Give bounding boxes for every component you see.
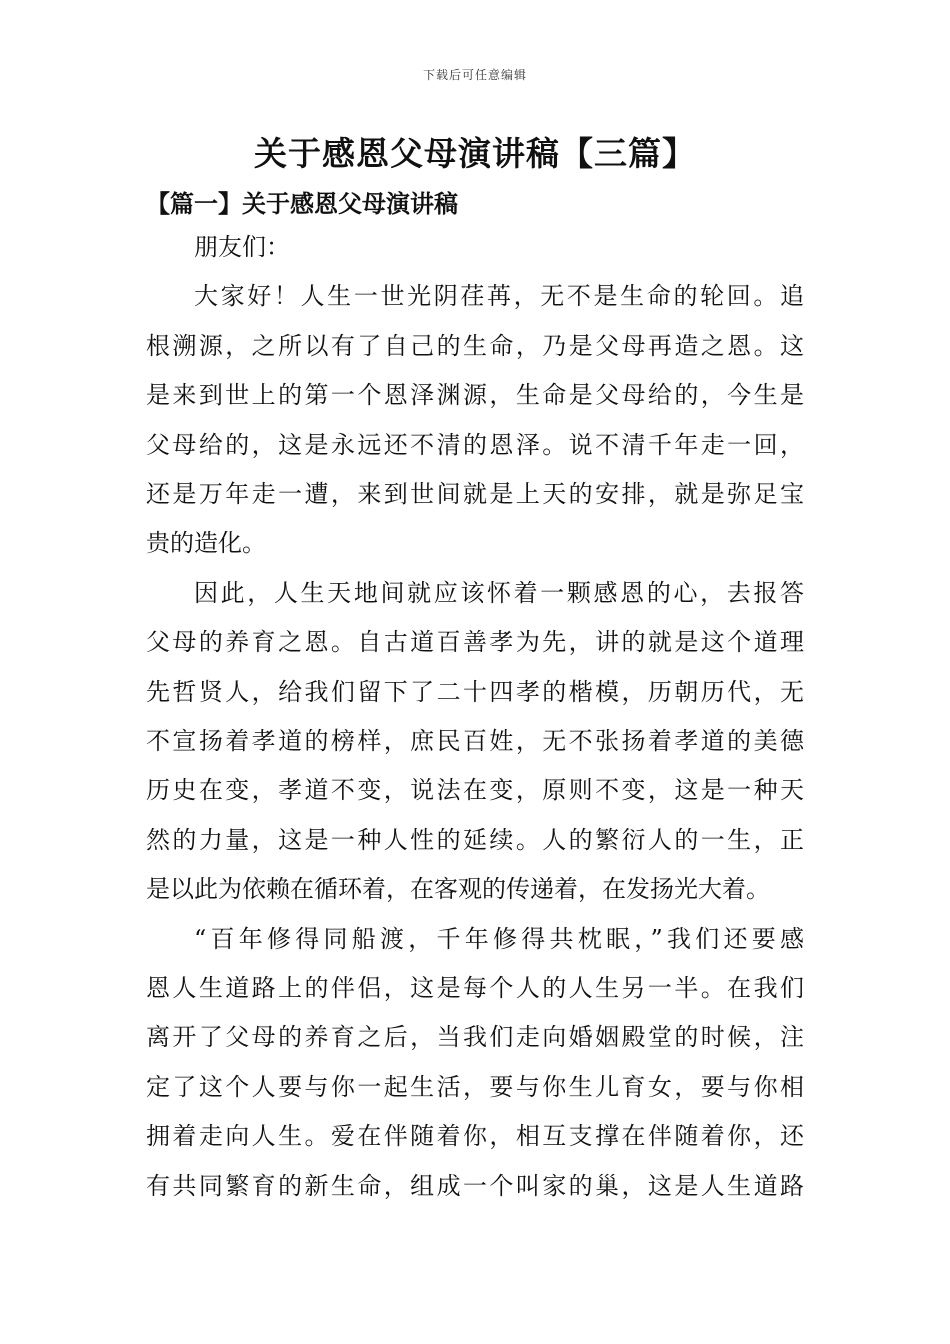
- text-line: 历史在变，孝道不变，说法在变，原则不变，这是一种天: [146, 776, 804, 804]
- text-line: 因此，人生天地间就应该怀着一颗感恩的心，去报答: [194, 579, 804, 607]
- text-line: 父母给的，这是永远还不清的恩泽。说不清千年走一回，: [146, 431, 804, 459]
- section-heading: 【篇一】关于感恩父母演讲稿: [146, 189, 458, 218]
- text-line: 是来到世上的第一个恩泽渊源，生命是父母给的，今生是: [146, 381, 804, 409]
- header-note: 下载后可任意编辑: [422, 68, 527, 82]
- text-line: 还是万年走一遭，来到世间就是上天的安排，就是弥足宝: [146, 480, 804, 508]
- text-line: 先哲贤人，给我们留下了二十四孝的楷模，历朝历代，无: [146, 678, 804, 706]
- text-line: 根溯源，之所以有了自己的生命，乃是父母再造之恩。这: [146, 332, 804, 360]
- text-line: 然的力量，这是一种人性的延续。人的繁衍人的一生，正: [146, 826, 804, 854]
- text-line: 大家好！人生一世光阴荏苒，无不是生命的轮回。追: [194, 282, 804, 310]
- text-line: 拥着走向人生。爱在伴随着你，相互支撑在伴随着你，还: [146, 1122, 804, 1150]
- text-line: “百年修得同船渡，千年修得共枕眠，”我们还要感: [194, 925, 804, 953]
- text-line: 父母的养育之恩。自古道百善孝为先，讲的就是这个道理: [146, 628, 804, 656]
- text-line: 有共同繁育的新生命，组成一个叫家的巢，这是人生道路: [146, 1172, 804, 1200]
- text-line: 定了这个人要与你一起生活，要与你生儿育女，要与你相: [146, 1073, 804, 1101]
- text-line: 是以此为依赖在循环着，在客观的传递着，在发扬光大着。: [146, 875, 770, 903]
- text-line: 不宣扬着孝道的榜样，庶民百姓，无不张扬着孝道的美德: [146, 727, 804, 755]
- text-line: 朋友们：: [194, 233, 290, 261]
- text-line: 离开了父母的养育之后，当我们走向婚姻殿堂的时候，注: [146, 1023, 804, 1051]
- text-line: 恩人生道路上的伴侣，这是每个人的人生另一半。在我们: [146, 974, 804, 1002]
- document-title: 关于感恩父母演讲稿【三篇】: [254, 134, 696, 173]
- text-line: 贵的造化。: [146, 529, 266, 557]
